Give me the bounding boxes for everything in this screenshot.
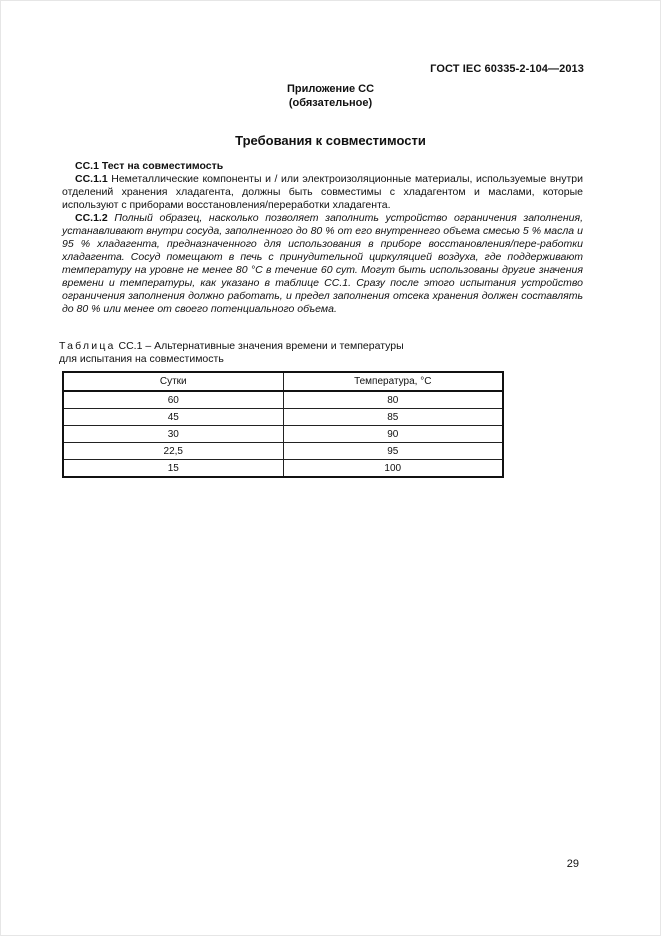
clause-cc1-2 <box>62 212 583 316</box>
compatibility-table <box>62 371 504 478</box>
table-cell-days: 30 <box>63 426 283 443</box>
appendix-subtitle: (обязательное) <box>288 97 373 109</box>
standard-number: ГОСТ IEC 60335-2-104—2013 <box>430 63 584 75</box>
table-cell-temperature: 85 <box>283 409 503 426</box>
table-cell-temperature: 90 <box>283 426 503 443</box>
clause-cc1-1-text: Неметаллические компоненты и / или электроизоляционные материалы, используемые внутри отделений хранения хладагента, должны быть совместимы с хладагентом и маслами, которые используют с приборами восстановления/переработки хладагента. <box>62 173 583 211</box>
table-header-days: Сутки <box>63 372 283 391</box>
table-cell-days: 15 <box>63 460 283 478</box>
clause-cc1-1 <box>62 173 583 212</box>
section-heading: Требования к совместимости <box>235 133 426 148</box>
table-header-row <box>63 372 503 391</box>
table-row <box>63 460 503 478</box>
appendix-title: Приложение СС <box>286 83 375 95</box>
page-number: 29 <box>566 858 579 870</box>
table-caption-label: Таблица <box>59 340 116 352</box>
table-cell-temperature: 100 <box>283 460 503 478</box>
table-caption-line2: для испытания на совместимость <box>59 353 224 365</box>
table-row <box>63 391 503 409</box>
table-cell-days: 60 <box>63 391 283 409</box>
table-cell-days: 22,5 <box>63 443 283 460</box>
table-row <box>63 409 503 426</box>
table-cell-days: 45 <box>63 409 283 426</box>
table-cell-temperature: 95 <box>283 443 503 460</box>
body-text <box>62 160 583 316</box>
clause-cc1-title: СС.1 Тест на совместимость <box>75 160 224 172</box>
clause-cc1-1-number: СС.1.1 <box>75 173 108 185</box>
table-row <box>63 443 503 460</box>
clause-cc1-2-text: Полный образец, насколько позволяет заполнить устройство ограничения заполнения, устанавливают внутри сосуда, заполненного до 80 % от его внутреннего объема смесью 5 % масла и 95 % хладагента, предназначенного для использования в приборе восстановления/пере-работки хладагента. Сосуд помещают в печь с принудительной циркуляцией воздуха, где поддерживают температуру на уровне не менее 80 °С в течение 60 сут. Могут быть использованы другие значения времени и температуры, как указано в таблице СС.1. Сразу после этого испытания устройство ограничения заполнения должно работать, и предел заполнения отсека хранения должен составлять до 80 % или менее от своего потенциального объема. <box>62 212 583 315</box>
table-caption <box>59 340 499 366</box>
table-caption-line1: СС.1 – Альтернативные значения времени и температуры <box>115 340 404 352</box>
clause-cc1-2-number: СС.1.2 <box>75 212 108 224</box>
table-header-temperature: Температура, °С <box>283 372 503 391</box>
table-cell-temperature: 80 <box>283 391 503 409</box>
table-row <box>63 426 503 443</box>
